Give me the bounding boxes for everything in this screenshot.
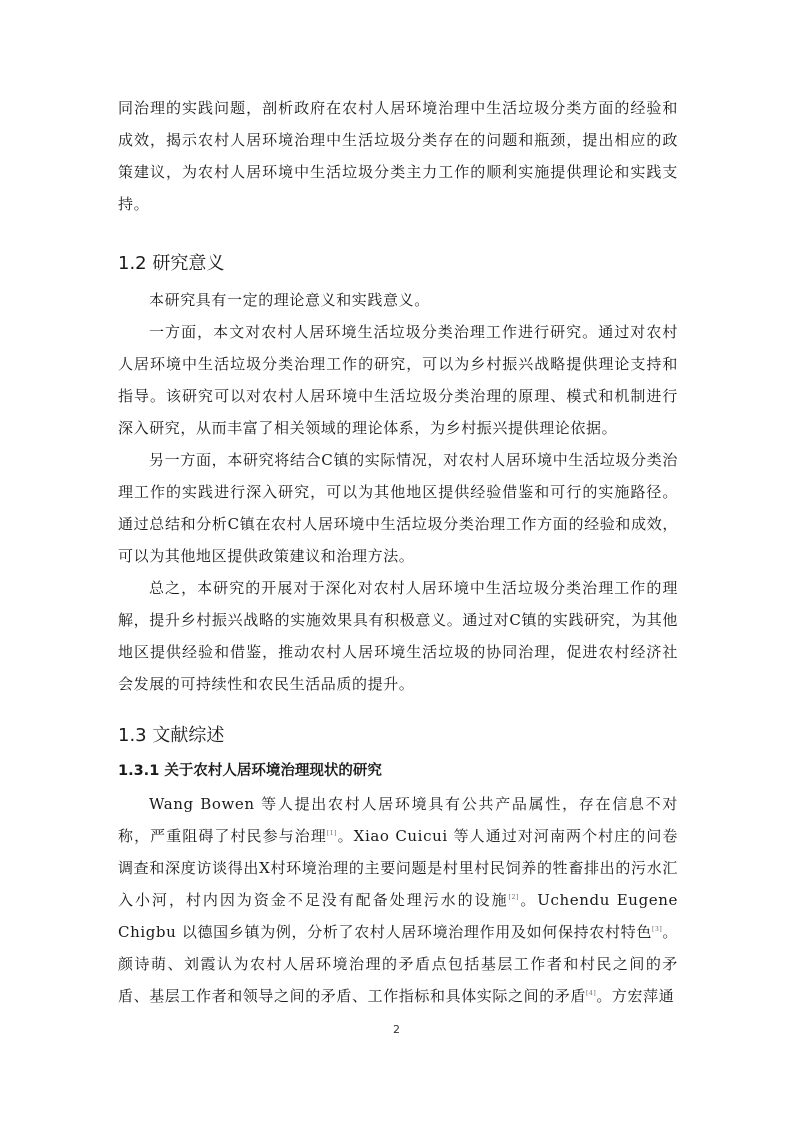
paragraph: 总之，本研究的开展对于深化对农村人居环境中生活垃圾分类治理工作的理解，提升乡村振兴战略的实施效果具有积极意义。通过对C镇的实践研究，为其他地区提供经验和借鉴，推动农村人居环境生活垃圾的协同治理，促进农村经济社会发展的可持续性和农民生活品质的提升。 [118,579,678,693]
paragraph: 另一方面，本研究将结合C镇的实际情况，对农村人居环境中生活垃圾分类治理工作的实践进行深入研究，可以为其他地区提供经验借鉴和可行的实施路径。通过总结和分析C镇在农村人居环境中生活垃圾分类治理工作方面的经验和成效，可以为其他地区提供政策建议和治理方法。 [118,451,678,565]
paragraph: 本研究具有一定的理论意义和实践意义。 [149,291,430,309]
citation-ref: [2] [508,894,519,901]
intro-block [118,92,678,220]
text-segment: 。方宏萍通 [596,987,675,1005]
text-segment: 。颜诗萌、刘霞认为农村人居环境治理的矛盾点包括基层工作者和村民之间的矛盾、基层工作者和领导之间的矛盾、工作指标和具体实际之间的矛盾 [118,923,678,1005]
literature-paragraph [118,788,678,1012]
citation-ref: [4] [586,990,597,997]
intro-paragraph: 同治理的实践问题，剖析政府在农村人居环境治理中生活垃圾分类方面的经验和成效，揭示农村人居环境治理中生活垃圾分类存在的问题和瓶颈，提出相应的政策建议，为农村人居环境中生活垃圾分类主力工作的顺利实施提供理论和实践支持。 [118,99,678,213]
citation-ref: [1] [326,830,338,837]
section-1-2 [118,248,678,280]
section-1-2-body [118,284,678,700]
text-segment: Wang Bowen 等人提出农村人居环境具有公共产品属性，存在信息不对称，严重阻碍了村民参与治理 [118,795,678,845]
section-heading-1-3: 1.3 文献综述 [118,725,225,746]
section-heading-1-2: 1.2 研究意义 [118,253,225,274]
text-segment: 。Uchendu Eugene Chigbu 以德国乡镇为例，分析了农村人居环境治理作用及如何保持农村特色 [118,891,678,941]
paragraph: 一方面，本文对农村人居环境生活垃圾分类治理工作进行研究。通过对农村人居环境中生活垃圾分类治理工作的研究，可以为乡村振兴战略提供理论支持和指导。该研究可以对农村人居环境中生活垃圾分类治理的原理、模式和机制进行深入研究，从而丰富了相关领域的理论体系，为乡村振兴提供理论依据。 [118,323,678,437]
text-segment: 。Xiao Cuicui 等人通过对河南两个村庄的问卷调查和深度访谈得出X村环境治理的主要问题是村里村民饲养的牲畜排出的污水汇入小河，村内因为资金不足没有配备处理污水的设施 [118,827,678,909]
citation-ref: [3] [652,926,663,933]
page-number: 2 [393,1023,400,1036]
subsection-1-3-1 [118,756,678,786]
subsection-heading-1-3-1: 1.3.1 关于农村人居环境治理现状的研究 [118,763,382,779]
section-1-3 [118,720,678,752]
section-1-3-body [118,788,678,1012]
